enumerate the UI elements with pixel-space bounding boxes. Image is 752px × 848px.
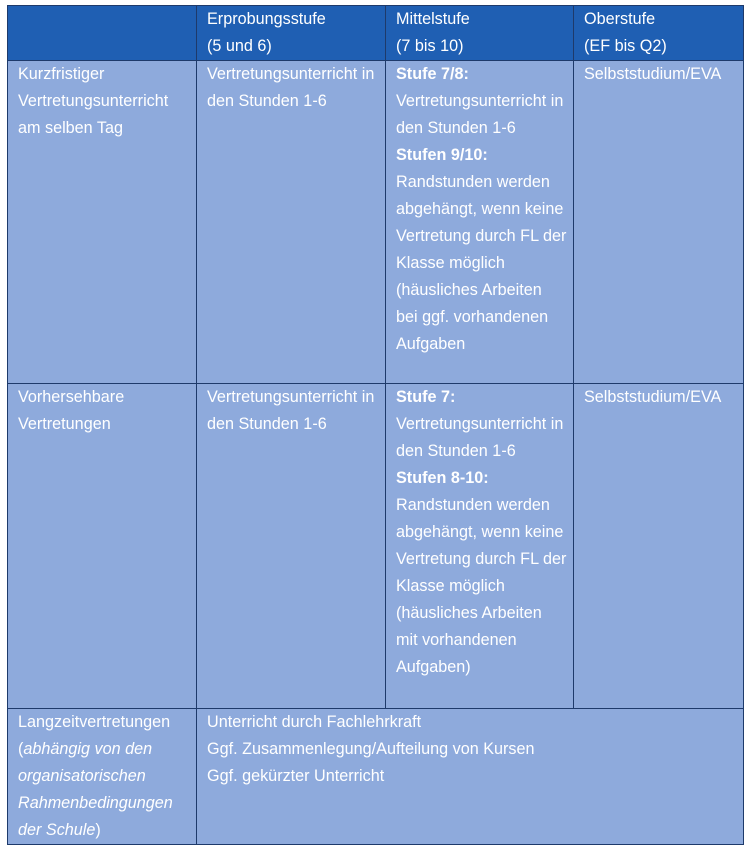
cell-text: Vertretungsunterricht in den Stunden 1-6	[207, 65, 375, 110]
substitution-table	[7, 5, 744, 845]
label-paren-close: )	[95, 821, 101, 839]
cell-text: Selbststudium/EVA	[584, 388, 722, 406]
oberstufe-cell	[574, 384, 744, 709]
table-row	[8, 61, 744, 384]
header-label: Erprobungsstufe	[207, 10, 326, 28]
header-cell-empty	[8, 6, 197, 61]
row-label: Langzeitvertretungen	[18, 713, 171, 731]
header-label: Oberstufe	[584, 10, 656, 28]
label-paren-open: (	[18, 740, 24, 758]
cell-text: Vertretungsunterricht in den Stunden 1-6	[207, 388, 375, 433]
row-label-cell	[8, 384, 197, 709]
header-cell-oberstufe	[574, 6, 744, 61]
cell-text: Ggf. gekürzter Unterricht	[207, 767, 385, 785]
erprobungsstufe-cell	[197, 384, 386, 709]
stufe-heading: Stufe 7/8:	[396, 65, 469, 83]
row-label-cell	[8, 61, 197, 384]
label-note: abhängig von den organisatorischen Rahmenbedingungen der Schule	[18, 740, 173, 839]
header-cell-erprobungsstufe	[197, 6, 386, 61]
stufe-heading: Stufe 7:	[396, 388, 456, 406]
cell-text: Unterricht durch Fachlehrkraft	[207, 713, 422, 731]
header-label: Mittelstufe	[396, 10, 470, 28]
table-row	[8, 709, 744, 845]
row-label: Vorhersehbare Vertretungen	[18, 388, 125, 433]
erprobungsstufe-cell	[197, 61, 386, 384]
cell-text: Vertretungsunterricht in den Stunden 1-6	[396, 415, 564, 460]
header-cell-mittelstufe	[386, 6, 574, 61]
table-container	[7, 5, 744, 845]
merged-cell	[197, 709, 744, 845]
header-sublabel: (5 und 6)	[207, 37, 272, 55]
cell-text: Randstunden werden abgehängt, wenn keine Vertretung durch FL der Klasse möglich (häusliches Arbeiten mit vorhandenen Aufgaben)	[396, 496, 567, 676]
mittelstufe-cell	[386, 61, 574, 384]
cell-text: Selbststudium/EVA	[584, 65, 722, 83]
table-row	[8, 384, 744, 709]
row-label: Kurzfristiger Vertretungsunterricht am selben Tag	[18, 65, 169, 137]
cell-text: Vertretungsunterricht in den Stunden 1-6	[396, 92, 564, 137]
table-header-row	[8, 6, 744, 61]
cell-text: Randstunden werden abgehängt, wenn keine Vertretung durch FL der Klasse möglich (häusliches Arbeiten bei ggf. vorhandenen Aufgaben	[396, 173, 567, 353]
header-sublabel: (EF bis Q2)	[584, 37, 667, 55]
stufe-heading: Stufen 9/10:	[396, 146, 488, 164]
stufe-heading: Stufen 8-10:	[396, 469, 489, 487]
row-label-cell	[8, 709, 197, 845]
cell-text: Ggf. Zusammenlegung/Aufteilung von Kursen	[207, 740, 535, 758]
header-sublabel: (7 bis 10)	[396, 37, 464, 55]
oberstufe-cell	[574, 61, 744, 384]
mittelstufe-cell	[386, 384, 574, 709]
